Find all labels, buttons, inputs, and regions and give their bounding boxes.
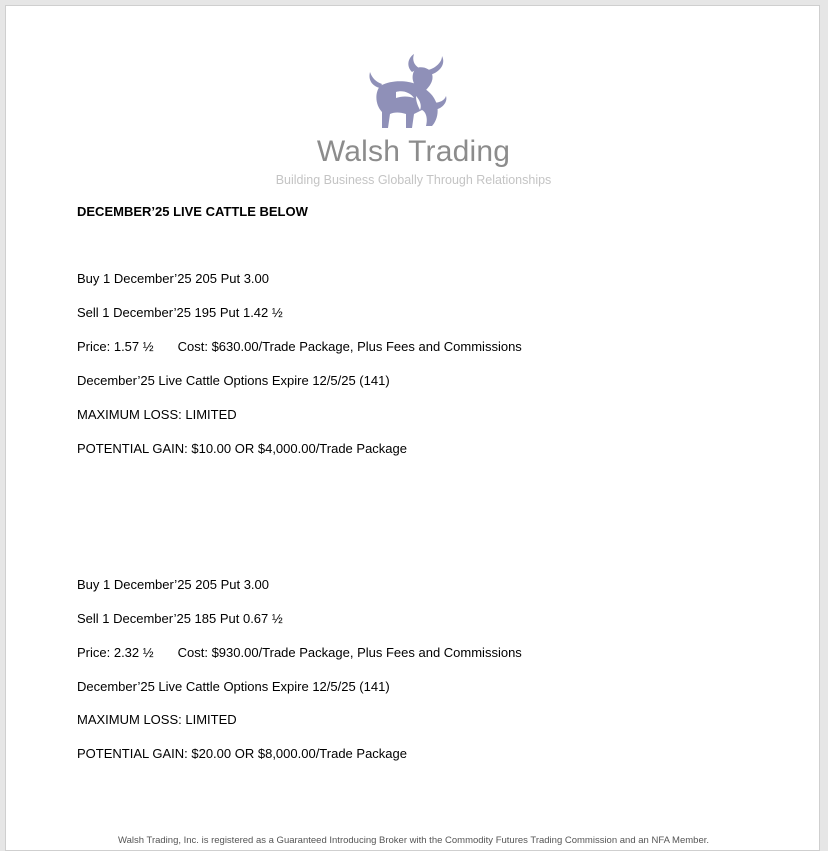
trade-2-price: Price: 2.32 ½ [77,645,154,660]
trade-2-max-loss: MAXIMUM LOSS: LIMITED [77,712,237,727]
trade-2-sell: Sell 1 December’25 185 Put 0.67 ½ [77,611,283,626]
trade-2-buy: Buy 1 December’25 205 Put 3.00 [77,577,269,592]
trade-1-price-cost [77,339,522,354]
document-page [5,5,820,851]
trade-1-cost: Cost: $630.00/Trade Package, Plus Fees and Commissions [177,339,522,354]
trade-1-expire: December’25 Live Cattle Options Expire 12/5/25 (141) [77,373,390,388]
brand-tagline: Building Business Globally Through Relationships [275,173,552,187]
trade-2-expire: December’25 Live Cattle Options Expire 12/5/25 (141) [77,679,390,694]
trade-1-sell: Sell 1 December’25 195 Put 1.42 ½ [77,305,283,320]
document-heading: DECEMBER’25 LIVE CATTLE BELOW [77,204,308,219]
trade-1-max-loss: MAXIMUM LOSS: LIMITED [77,407,237,422]
brand-name: Walsh Trading [316,135,511,168]
trade-2-price-cost [77,645,522,660]
regulatory-footer: Walsh Trading, Inc. is registered as a Guaranteed Introducing Broker with the Commodity Futures Trading Commission and an NFA Member. [117,835,710,846]
trade-1-price: Price: 1.57 ½ [77,339,154,354]
bull-icon [366,52,458,134]
trade-1-buy: Buy 1 December’25 205 Put 3.00 [77,271,269,286]
trade-1-potential-gain: POTENTIAL GAIN: $10.00 OR $4,000.00/Trade Package [77,441,407,456]
trade-2-cost: Cost: $930.00/Trade Package, Plus Fees and Commissions [177,645,522,660]
company-logo [6,50,820,190]
trade-2-potential-gain: POTENTIAL GAIN: $20.00 OR $8,000.00/Trade Package [77,746,407,761]
